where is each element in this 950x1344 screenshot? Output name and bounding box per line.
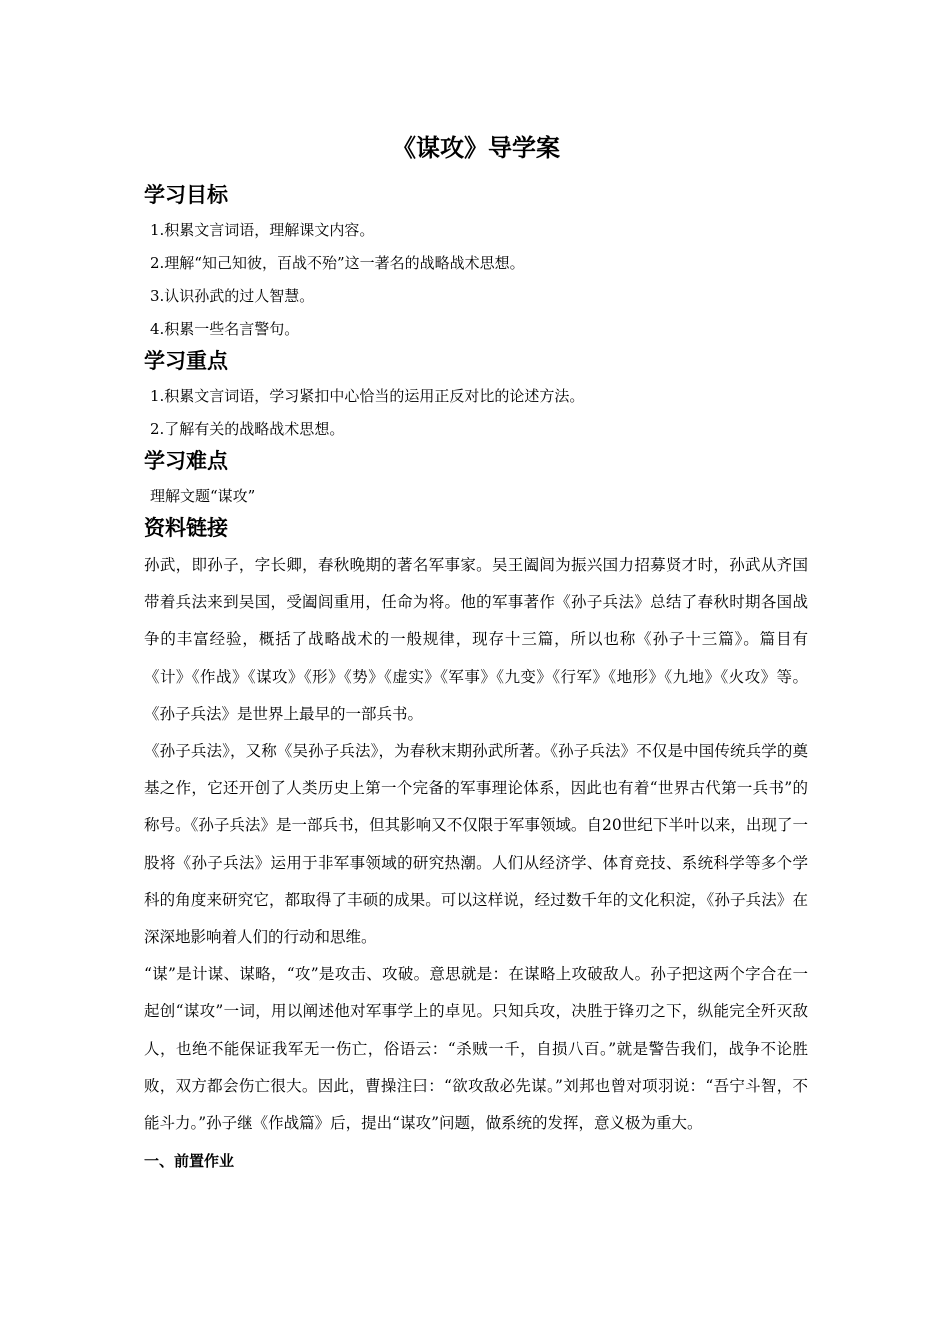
paragraph-sun-wu-bio: 孙武，即孙子，字长卿，春秋晚期的著名军事家。吴王阖闾为振兴国力招募贤才时，孙武从齐国带着兵法来到吴国，受阖闾重用，任命为将。他的军事著作《孙子兵法》总结了春秋时期各国战争的丰富经验，概括了战略战术的一般规律，现存十三篇，所以也称《孙子十三篇》。篇目有《计》《作战》《谋攻》《形》《势》《虚实》《军事》《九变》《行军》《地形》《九地》《火攻》等。《孙子兵法》是世界上最早的一部兵书。 — [144, 556, 808, 723]
section-heading-pre-work: 一、前置作业 — [144, 1152, 235, 1171]
section-heading-objectives: 学习目标 — [144, 183, 228, 207]
page-title: 《谋攻》导学案 — [392, 134, 560, 162]
list-item: 2.了解有关的战略战术思想。 — [150, 420, 345, 438]
section-heading-difficulties: 学习难点 — [144, 449, 228, 473]
list-item: 1.积累文言词语，学习紧扣中心恰当的运用正反对比的论述方法。 — [150, 387, 585, 405]
list-item: 理解文题“谋攻” — [150, 487, 256, 505]
section-heading-key-points: 学习重点 — [144, 349, 228, 373]
paragraph-mougong-meaning: “谋”是计谋、谋略，“攻”是攻击、攻破。意思就是：在谋略上攻破敌人。孙子把这两个字合在一起创“谋攻”一词，用以阐述他对军事学上的卓见。只知兵攻，决胜于锋刃之下，纵能完全歼灭敌人，也绝不能保证我军无一伤亡，俗语云：“杀贼一千，自损八百。”就是警告我们，战争不论胜败，双方都会伤亡很大。因此，曹操注曰：“欲攻敌必先谋。”刘邦也曾对项羽说：“吾宁斗智，不能斗力。”孙子继《作战篇》后，提出“谋攻”问题，做系统的发挥，意义极为重大。 — [144, 965, 808, 1133]
list-item: 2.理解“知己知彼，百战不殆”这一著名的战略战术思想。 — [150, 254, 525, 272]
list-item: 1.积累文言词语，理解课文内容。 — [150, 221, 375, 239]
section-difficulties — [144, 446, 808, 513]
section-materials — [144, 513, 808, 1142]
document-body — [144, 130, 808, 1178]
objectives-list — [144, 214, 808, 346]
section-objectives — [144, 180, 808, 346]
paragraph-art-of-war: 《孙子兵法》，又称《吴孙子兵法》，为春秋末期孙武所著。《孙子兵法》不仅是中国传统兵学的奠基之作，它还开创了人类历史上第一个完备的军事理论体系，因此也有着“世界古代第一兵书”的称号。《孙子兵法》是一部兵书，但其影响又不仅限于军事领域。自20世纪下半叶以来，出现了一股将《孙子兵法》运用于非军事领域的研究热潮。人们从经济学、体育竞技、系统科学等多个学科的角度来研究它，都取得了丰硕的成果。可以这样说，经过数千年的文化积淀，《孙子兵法》在深深地影响着人们的行动和思维。 — [144, 742, 808, 947]
list-item: 3.认识孙武的过人智慧。 — [150, 287, 315, 305]
materials-body — [144, 547, 808, 1142]
section-heading-materials: 资料链接 — [144, 516, 228, 540]
key-points-list — [144, 380, 808, 446]
difficulties-list — [144, 480, 808, 513]
list-item: 4.积累一些名言警句。 — [150, 320, 300, 338]
section-key-points — [144, 346, 808, 446]
